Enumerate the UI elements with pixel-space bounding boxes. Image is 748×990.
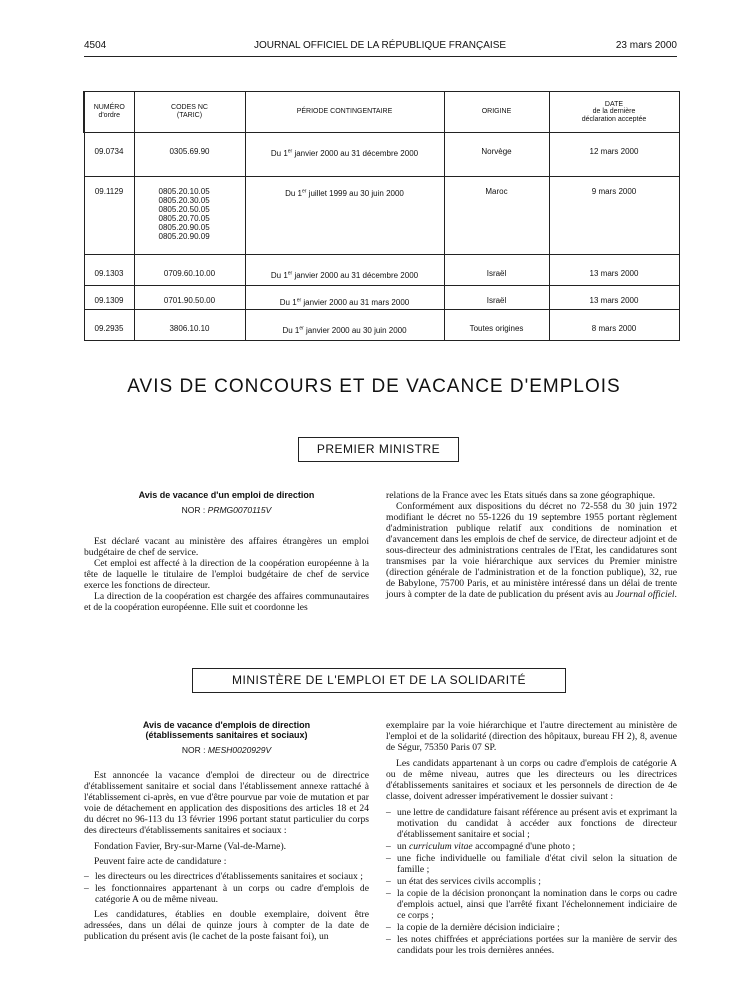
col-header-origine: ORIGINE <box>444 92 549 133</box>
nor-reference <box>84 745 369 756</box>
table-row <box>84 286 679 310</box>
nor-code: MESH0020929V <box>207 745 272 755</box>
cell-date: 13 mars 2000 <box>549 255 679 286</box>
cell-periode <box>245 286 444 310</box>
cell-numero: 09.2935 <box>84 310 134 341</box>
section-heading-premier-ministre: PREMIER MINISTRE <box>298 437 459 462</box>
paragraph: Peuvent faire acte de candidature : <box>94 856 227 867</box>
main-title: AVIS DE CONCOURS ET DE VACANCE D'EMPLOIS <box>127 376 621 397</box>
cell-periode-text: Du 1er janvier 2000 au 30 juin 2000 <box>282 325 407 335</box>
paragraph: Fondation Favier, Bry-sur-Marne (Val-de-Marne). <box>94 841 287 852</box>
cell-origine: Israël <box>444 255 549 286</box>
cell-numero: 09.1303 <box>84 255 134 286</box>
cell-date: 9 mars 2000 <box>549 177 679 255</box>
table-row <box>84 255 679 286</box>
table-row <box>84 310 679 341</box>
cell-periode <box>245 255 444 286</box>
nor-label: NOR : <box>181 745 206 755</box>
table-row <box>84 177 679 255</box>
cell-date: 8 mars 2000 <box>549 310 679 341</box>
paragraph: La direction de la coopération est chargée des affaires communautaires et de la coopération européenne. Elle suit et coordonne les <box>84 591 369 613</box>
list-item: – un état des services civils accomplis ; <box>386 876 677 887</box>
col-header-periode: PÉRIODE CONTINGENTAIRE <box>245 92 444 133</box>
cell-codes: 0805.20.10.05 0805.20.30.05 0805.20.50.05 0805.20.70.05 0805.20.90.05 0805.20.90.09 <box>134 177 245 255</box>
eligibility-list <box>84 871 369 905</box>
paragraph: Les candidatures, établies en double exemplaire, doivent être adressées, dans un délai de quinze jours à compter de la date de publication du présent avis (le cachet de la poste faisant foi), un <box>84 909 369 942</box>
cell-origine: Maroc <box>444 177 549 255</box>
cell-numero: 09.0734 <box>84 133 134 177</box>
cell-codes: 0305.69.90 <box>134 133 245 177</box>
paragraph: exemplaire par la voie hiérarchique et l'autre directement au ministère de l'emploi et de la solidarité (direction des hôpitaux, bureau FH 2), 8, avenue de Ségur, 75350 Paris 07 SP. <box>386 720 677 753</box>
list-item: – la copie de la décision prononçant la nomination dans le corps ou cadre d'emplois actuel, ainsi que l'arrêté fixant l'échelonnement indiciaire de ce corps ; <box>386 888 677 921</box>
journal-title: JOURNAL OFFICIEL DE LA RÉPUBLIQUE FRANÇAISE <box>253 40 507 51</box>
cell-origine: Norvège <box>444 133 549 177</box>
list-item: – les fonctionnaires appartenant à un corps ou cadre d'emplois de catégorie A ou de même niveau. <box>84 883 369 905</box>
section1-right-column <box>386 490 677 600</box>
nor-code: PRMG0070115V <box>207 505 272 515</box>
header-rule <box>84 56 677 57</box>
cell-numero: 09.1129 <box>84 177 134 255</box>
list-item: – un curriculum vitae accompagné d'une photo ; <box>386 841 677 852</box>
cell-date: 13 mars 2000 <box>549 286 679 310</box>
section2-left-column <box>84 720 369 942</box>
paragraph: Est annoncée la vacance d'emploi de directeur ou de directrice d'établissement sanitaire et social dans l'établissement annexe rattaché à l'établissement ci-après, en vue d'être pourvue par voie de mutation et par voie de détachement en application des dispositions des articles 18 et 24 du décret no 96-113 du 13 février 1996 portant statut particulier du corps des directeurs d'établissements sanitaires et sociaux : <box>84 770 369 836</box>
cell-numero: 09.1309 <box>84 286 134 310</box>
issue-date: 23 mars 2000 <box>615 40 677 51</box>
list-item: – les notes chiffrées et appréciations portées sur la manière de servir des candidats pour les trois dernières années. <box>386 934 677 956</box>
list-item: – la copie de la dernière décision indiciaire ; <box>386 922 677 933</box>
dossier-list <box>386 807 677 956</box>
cell-periode <box>245 177 444 255</box>
cell-origine: Israël <box>444 286 549 310</box>
paragraph: Les candidats appartenant à un corps ou cadre d'emplois de catégorie A ou de même niveau, autres que les directeurs ou les directrices d'établissements sanitaires et sociaux et les personnels de direction de 4e classe, doivent adresser impérativement le dossier suivant : <box>386 758 677 802</box>
cell-periode-text: Du 1er juillet 1999 au 30 juin 2000 <box>285 188 404 198</box>
section-heading-ministere-emploi: MINISTÈRE DE L'EMPLOI ET DE LA SOLIDARITÉ <box>192 668 566 693</box>
list-item: – les directeurs ou les directrices d'établissements sanitaires et sociaux ; <box>84 871 369 882</box>
col-header-numero: NUMÉRO d'ordre <box>84 92 134 133</box>
cell-origine: Toutes origines <box>444 310 549 341</box>
cell-periode-text: Du 1er janvier 2000 au 31 décembre 2000 <box>270 270 419 280</box>
cell-periode-text: Du 1er janvier 2000 au 31 décembre 2000 <box>270 148 419 158</box>
paragraph: relations de la France avec les Etats situés dans sa zone géographique. <box>386 490 656 501</box>
section2-right-column <box>386 720 677 957</box>
cell-codes: 0701.90.50.00 <box>134 286 245 310</box>
cell-codes: 3806.10.10 <box>134 310 245 341</box>
table-row <box>84 133 679 177</box>
nor-reference <box>84 505 369 516</box>
journal-officiel-ref: Journal officiel <box>615 589 675 600</box>
list-item: – une lettre de candidature faisant référence au présent avis et exprimant la motivation du candidat à accéder aux fonctions de directeur d'établissement sanitaire et social ; <box>386 807 677 840</box>
article-title: Avis de vacance d'emplois de direction (établissements sanitaires et sociaux) <box>142 720 311 740</box>
cell-codes: 0709.60.10.00 <box>134 255 245 286</box>
table-header-row <box>84 92 679 133</box>
article-title: Avis de vacance d'un emploi de direction <box>138 490 315 500</box>
col-header-date: DATE de la dernière déclaration acceptée <box>549 92 679 133</box>
nor-label: NOR : <box>181 505 206 515</box>
cell-periode <box>245 133 444 177</box>
cell-date: 12 mars 2000 <box>549 133 679 177</box>
list-item: – une fiche individuelle ou familiale d'état civil selon la situation de famille ; <box>386 853 677 875</box>
paragraph: Cet emploi est affecté à la direction de la coopération européenne à la tête de laquelle le titulaire de l'emploi budgétaire de chef de service exerce les fonctions de directeur. <box>84 558 369 591</box>
col-header-codes: CODES NC (TARIC) <box>134 92 245 133</box>
section1-left-column <box>84 490 369 613</box>
paragraph: Conformément aux dispositions du décret no 72-558 du 30 juin 1972 modifiant le décret no 55-1226 du 19 septembre 1955 portant règlement d'administration publique relatif aux conditions de nomination et d'avancement dans les emplois de chef de service, de directeur adjoint et de sous-directeur des administrations centrales de l'Etat, les candidatures sont transmises par la voie hiérarchique aux services du Premier ministre (direction générale de l'administration et de la fonction publique), 32, rue de Babylone, 75700 Paris, et au ministère intéressé dans un délai de trente jours à compter de la date de publication du présent avis au Journal officiel. <box>386 501 677 600</box>
paragraph: Est déclaré vacant au ministère des affaires étrangères un emploi budgétaire de chef de service. <box>84 536 369 558</box>
cell-periode <box>245 310 444 341</box>
cell-periode-text: Du 1er janvier 2000 au 31 mars 2000 <box>279 297 410 307</box>
quota-table <box>83 91 680 341</box>
page-number: 4504 <box>84 40 107 51</box>
